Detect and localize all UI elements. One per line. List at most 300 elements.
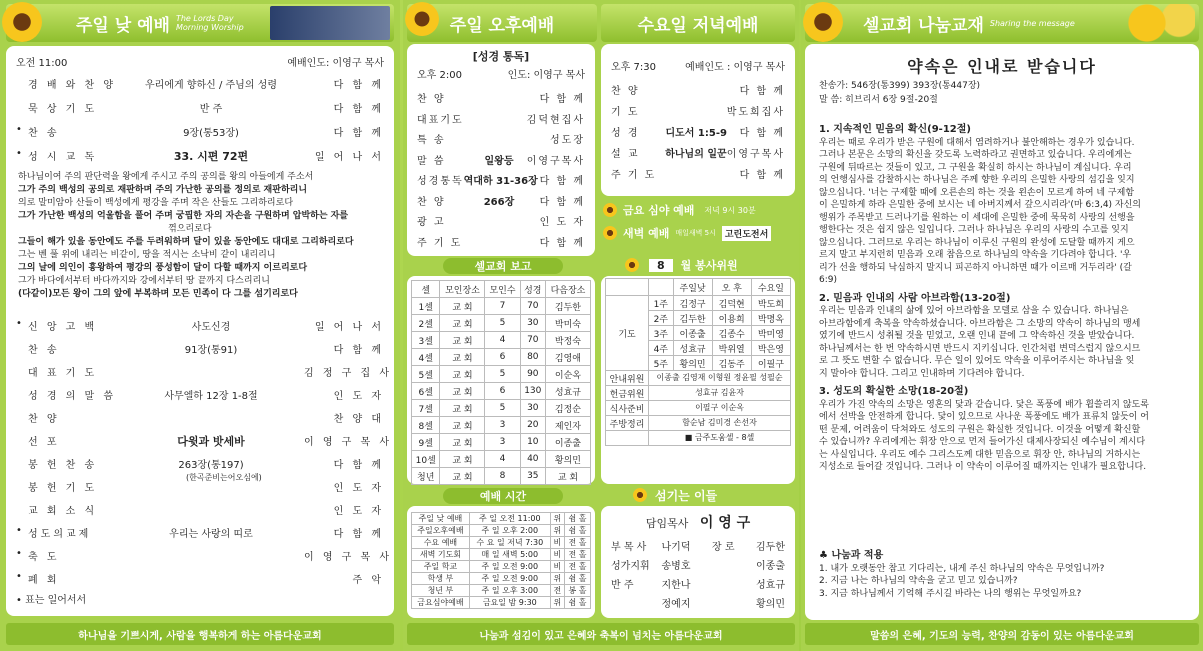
table-cell: 이종출 — [673, 326, 712, 341]
table-cell: 5주 — [649, 356, 673, 371]
order-bullet — [16, 410, 28, 425]
table-row — [606, 296, 791, 311]
sunflower-icon — [603, 203, 617, 217]
table-cell: 박미영 — [751, 326, 790, 341]
order-detail — [118, 364, 304, 379]
table-cell: 6 — [485, 383, 520, 400]
table-row — [412, 585, 591, 597]
order-detail — [477, 131, 521, 146]
cell-col-header: 성경 — [520, 281, 545, 298]
table-row — [412, 315, 591, 332]
table-cell: 전 홀 — [565, 561, 591, 573]
table-cell: 김종수 — [712, 326, 751, 341]
sunflower-icon — [803, 2, 843, 42]
table-cell: 성효규 — [673, 341, 712, 356]
table-cell: 6셀 — [412, 383, 440, 400]
order-row — [611, 103, 785, 118]
order-performer: 인 도 자 — [333, 483, 384, 494]
order-bullet — [16, 364, 28, 379]
table-cell: 봉 홀 — [565, 585, 591, 597]
wednesday-panel — [601, 44, 795, 196]
table-cell: 교 회 — [440, 349, 485, 366]
table-row — [606, 371, 791, 386]
section-title: 2. 믿음과 인내의 사람 아브라함(13-20절) — [819, 292, 1011, 304]
order-label: 축 도 — [28, 552, 60, 563]
table-cell: 헌금위원 — [606, 386, 649, 401]
cell-col-header: 모인장소 — [440, 281, 485, 298]
table-cell: 기도 — [606, 296, 649, 371]
order-label: 말 씀 — [417, 155, 446, 167]
table-cell: 4 — [485, 451, 520, 468]
morning-time: 오전 11:00 — [16, 58, 68, 69]
table-cell: 청년 부 — [412, 585, 470, 597]
table-row — [412, 513, 591, 525]
table-cell: 5셀 — [412, 366, 440, 383]
order-label: 성도의교제 — [28, 529, 92, 540]
table-row — [606, 431, 791, 446]
order-label: 대표기도 — [417, 114, 464, 126]
offering-hymn-note: (한곡준비는어오심에) — [186, 473, 262, 482]
order-bullet — [16, 433, 28, 449]
table-cell: 30 — [520, 315, 545, 332]
table-cell: 40 — [520, 451, 545, 468]
order-label: 찬 양 — [417, 196, 446, 208]
dawn-leader: 고린도전서 — [722, 226, 771, 241]
order-detail — [477, 90, 521, 105]
afternoon-footer: 나눔과 섬김이 있고 은혜와 축복이 넘치는 아름다운교회 — [407, 623, 795, 645]
pastor-label: 담임목사 — [645, 517, 689, 530]
order-performer: 다 함 께 — [333, 104, 384, 115]
afternoon-panel — [407, 44, 595, 256]
cell-study-title-en: Sharing the message — [989, 18, 1075, 28]
table-cell: 이종출 김영재 이형원 정윤필 성필순 — [649, 371, 791, 386]
table-cell — [606, 431, 649, 446]
table-cell: 전 홀 — [565, 537, 591, 549]
order-row — [16, 571, 384, 586]
friday-detail: 저녁 9시 30분 — [704, 205, 756, 215]
sunflower-icon — [625, 258, 639, 272]
order-detail — [671, 103, 721, 118]
table-cell: 4 — [485, 332, 520, 349]
table-cell: 함순남 김미경 손선자 — [649, 416, 791, 431]
table-row — [412, 525, 591, 537]
dawn-row — [603, 224, 795, 242]
cell-table-header-row — [412, 281, 591, 298]
servers-header — [633, 486, 717, 504]
morning-time-row — [16, 54, 384, 69]
staff-row — [611, 538, 785, 553]
table-cell: 교 회 — [440, 417, 485, 434]
order-performer: 다 함 께 — [739, 170, 785, 181]
table-cell: 이필구 이순옥 — [649, 401, 791, 416]
table-cell: 90 — [520, 366, 545, 383]
table-cell: 위 — [550, 513, 564, 525]
table-cell: 전 홀 — [565, 549, 591, 561]
staff-row — [611, 557, 785, 572]
table-cell: 1셀 — [412, 298, 440, 315]
table-cell: 학생 부 — [412, 573, 470, 585]
table-row — [412, 468, 591, 485]
order-row — [417, 213, 585, 228]
order-detail: 우리에게 향하신 / 주님의 성령 — [144, 80, 277, 91]
order-bullet — [16, 479, 28, 494]
table-cell: 위 — [550, 573, 564, 585]
staff-cell: 김두한 — [756, 542, 785, 553]
table-cell: 안내위원 — [606, 371, 649, 386]
duty-panel — [601, 276, 795, 484]
order-performer: 다 함 께 — [539, 176, 585, 187]
order-detail: 우리는 사랑의 띠로 — [169, 529, 253, 540]
section-title: 1. 지속적인 믿음의 확신(9-12절) — [819, 124, 971, 135]
afternoon-header — [407, 4, 597, 42]
order-performer: 다 함 께 — [333, 529, 384, 540]
order-detail: 하나님의 일꾼 — [665, 149, 727, 160]
table-cell: 6 — [485, 349, 520, 366]
friday-label: 금요 심야 예배 — [623, 204, 695, 217]
cell-table-body — [412, 298, 591, 485]
application-item: 2. 지금 나는 하나님의 약속을 굳고 믿고 있습니까? — [819, 576, 1018, 586]
order-row — [16, 341, 384, 356]
application-title: ♣ 나눔과 적용 — [819, 550, 884, 561]
morning-footer: 하나님을 기쁘시게, 사람을 행복하게 하는 아름다운교회 — [6, 623, 394, 645]
table-cell: 쉼 홀 — [565, 573, 591, 585]
service-times-header: 예배 시간 — [443, 488, 563, 504]
order-detail: 33. 시편 72편 — [173, 150, 249, 163]
table-cell: 3셀 — [412, 332, 440, 349]
sunflower-icon — [405, 2, 439, 36]
servers-panel — [601, 506, 795, 618]
wednesday-leader: 예배인도 : 이영구 목사 — [685, 62, 785, 73]
table-cell: 박정숙 — [545, 332, 590, 349]
staff-row — [611, 595, 785, 610]
table-cell: 위 — [550, 597, 564, 609]
table-cell: 주 일 오전 9:00 — [469, 561, 550, 573]
reading-line: 그가 가난한 백성의 억울함을 풀어 주며 궁핍한 자의 자손을 구원하며 압박하는 자를 — [18, 211, 349, 221]
table-cell: 이종출 — [545, 434, 590, 451]
duty-table — [605, 278, 791, 446]
order-label: 설 교 — [611, 149, 640, 160]
order-performer: 다 함 께 — [333, 460, 384, 471]
order-label: 주 기 도 — [611, 170, 657, 181]
reading-line: 그가 바다에서부터 바다까지와 강에서부터 땅 끝까지 다스리리니 — [18, 276, 270, 286]
order-detail: 91장(통91) — [184, 345, 238, 356]
section-line: 아브라함에게 축복을 약속하셨습니다. 아브라함은 그 소망의 약속이 하나님의 맹세 — [819, 318, 1141, 329]
order-bullet — [16, 76, 28, 91]
order-detail — [671, 82, 721, 97]
table-row — [412, 332, 591, 349]
section-line: 행한다는 것은 쉽지 않은 일입니다. 그러나 하나님은 우리의 사랑의 수고를 잊지 — [819, 225, 1129, 235]
table-cell: 김영애 — [545, 349, 590, 366]
morning-order-panel — [6, 46, 394, 616]
order-row — [16, 502, 384, 517]
pastor-row — [601, 512, 795, 532]
table-cell: 전 — [550, 585, 564, 597]
cell-col-header: 셀 — [412, 281, 440, 298]
cell-col-header: 다음장소 — [545, 281, 590, 298]
order-performer: 이영구목사 — [726, 149, 785, 160]
order-detail: 일왕등 — [484, 155, 514, 167]
section-line: 에서 선박을 안전하게 합니다. 닻이 있으므로 사나운 폭풍에도 배가 표류치 않듯이 어 — [819, 412, 1149, 422]
worship-photo — [270, 6, 390, 40]
table-row — [412, 298, 591, 315]
order-detail: 역대하 31-36장 — [463, 176, 538, 187]
table-cell: 황의민 — [545, 451, 590, 468]
table-cell: 20 — [520, 417, 545, 434]
order-row — [417, 234, 585, 249]
order-performer: 이영구목사 — [526, 155, 585, 167]
flower-decoration — [1115, 4, 1195, 42]
order-row — [417, 131, 585, 146]
order-bullet — [16, 456, 28, 471]
table-cell: 교 회 — [440, 468, 485, 485]
table-cell: 80 — [520, 349, 545, 366]
order-label: 성경통독 — [417, 176, 464, 187]
service-times-table — [411, 512, 591, 609]
order-detail: 263장(통197) — [178, 460, 244, 471]
table-cell: 쉼 홀 — [565, 597, 591, 609]
service-times-body — [412, 513, 591, 609]
order-detail: 사도신경 — [191, 322, 231, 333]
table-cell: 2셀 — [412, 315, 440, 332]
reading-line: 그들이 해가 있을 동안에도 주를 두려워하며 달이 있을 동안에도 대대로 그리하리로다 — [18, 237, 354, 247]
staff-cell: 이종출 — [756, 561, 785, 572]
order-label: 성 시 교 독 — [28, 152, 98, 163]
section-line: 우리가 가진 약속의 소망은 영혼의 닻과 같습니다. 닻은 폭풍에 배가 휩쓸리지 않도록 — [819, 399, 1149, 410]
order-performer: 다 함 께 — [333, 80, 384, 91]
section-line: 로 그 뜻도 변할 수 없습니다. 무슨 일이 있어도 약속을 이루어주시는 하나님을 잊 — [819, 356, 1135, 366]
order-row — [417, 111, 585, 126]
order-bullet — [16, 502, 28, 517]
order-row — [16, 548, 393, 563]
table-row — [412, 537, 591, 549]
table-cell: 주 일 오후 2:00 — [469, 525, 550, 537]
application-item: 3. 지금 하나님께서 기억해 주시길 바라는 나의 행위는 무엇일까요? — [819, 588, 1082, 599]
order-performer: 다 함 께 — [539, 94, 585, 105]
order-label: 특 송 — [417, 135, 446, 146]
order-bullet — [16, 341, 28, 356]
order-performer: 이 영 구 목 사 — [304, 552, 393, 563]
table-cell: 교 회 — [440, 451, 485, 468]
afternoon-time-row — [417, 66, 585, 81]
service-times-panel — [407, 506, 595, 618]
table-cell: 10 — [520, 434, 545, 451]
order-label: 찬 양 — [417, 94, 446, 105]
cell-study-header — [805, 4, 1199, 42]
table-cell: 쉼 홀 — [565, 525, 591, 537]
duty-col-header: 주일낮 — [673, 279, 712, 296]
table-cell: 주 일 오전 11:00 — [469, 513, 550, 525]
cell-study-footer: 말씀의 은혜, 기도의 능력, 찬양의 감동이 있는 아름다운교회 — [805, 623, 1199, 645]
table-cell: 5 — [485, 315, 520, 332]
table-cell: 30 — [520, 400, 545, 417]
table-cell: 2주 — [649, 311, 673, 326]
reading-line: 그의 날에 의인이 흥왕하여 평강의 풍성함이 달이 다할 때까지 이르리로다 — [18, 263, 308, 273]
order-performer: 박도희집사 — [726, 107, 785, 118]
table-cell: 3 — [485, 417, 520, 434]
order-bullet: • — [16, 148, 22, 159]
order-performer: 다 함 께 — [539, 237, 585, 249]
section-line: 지성소로 들어갈 것입니다. 그러나 이 약속이 이루어질 때까지는 인내가 필요합니다. — [819, 462, 1147, 472]
order-detail: 9장(통53장) — [183, 128, 239, 139]
table-cell: 주일오후예배 — [412, 525, 470, 537]
order-label: 성 경 — [611, 128, 640, 139]
sunflower-icon — [633, 488, 647, 502]
order-performer: 찬 양 대 — [333, 414, 384, 425]
order-performer: 일 어 나 서 — [314, 152, 384, 163]
section-line: 우리는 때로 우리가 받은 구원에 대해서 염려하거나 불안해하는 경우가 있습니다. — [819, 137, 1135, 148]
table-row — [412, 549, 591, 561]
duty-header — [625, 256, 738, 274]
order-bullet: • — [16, 124, 22, 135]
order-detail: 반 주 — [199, 104, 223, 115]
standing-note: • 표는 일어서서 — [16, 595, 87, 606]
table-row — [412, 597, 591, 609]
table-cell: 8 — [485, 468, 520, 485]
order-detail: 다윗과 밧세바 — [177, 435, 245, 448]
section-line: 는 사실입니다. 우리도 예수 그리스도께 대한 믿음으로 휘장 안, 하나님의 거하시는 — [819, 449, 1141, 460]
duty-col-header — [649, 279, 673, 296]
order-label: 묵 상 기 도 — [28, 104, 98, 115]
cell-report-header: 셀교회 보고 — [443, 258, 563, 274]
cell-report-table — [411, 280, 591, 485]
table-cell: 수요 예배 — [412, 537, 470, 549]
section-line: 수 있습니까? 우리에게는 휘장 안으로 먼저 들어가신 대제사장되신 예수님이 계시다 — [819, 437, 1146, 447]
order-detail — [118, 571, 304, 586]
staff-cell — [611, 595, 662, 610]
table-row — [606, 401, 791, 416]
wednesday-title: 수요일 저녁예배 — [637, 15, 759, 36]
study-sections — [819, 118, 1187, 474]
table-cell: 박명옥 — [751, 311, 790, 326]
table-cell: 제인자 — [545, 417, 590, 434]
afternoon-leader: 인도: 이영구 목사 — [507, 70, 585, 81]
table-cell: 비 — [550, 537, 564, 549]
order-row — [16, 456, 384, 471]
order-label: 주 기 도 — [417, 237, 463, 249]
morning-title-en: The Lords Day Morning Worship — [175, 14, 244, 32]
staff-cell: 성가지휘 — [611, 561, 650, 572]
section-line: 리가 선을 행하되 낙심하지 말지니 피곤하지 아니하면 때가 이르매 거두리라' (갈 — [819, 262, 1132, 273]
dawn-label: 새벽 예배 — [623, 227, 670, 240]
section-line: 의 언행심사를 감찰하시는 하나님은 주께 향한 우리의 은밀한 사랑의 섬김을 잊지 — [819, 175, 1135, 185]
table-cell: 70 — [520, 298, 545, 315]
cell-study-title: 셀교회 나눔교재 — [863, 15, 984, 36]
table-row — [606, 386, 791, 401]
staff-cell — [712, 576, 744, 591]
table-cell: 5 — [485, 400, 520, 417]
staff-cell: 부 목 사 — [611, 542, 647, 553]
order-performer: 성도장 — [550, 135, 585, 146]
order-bullet: • — [16, 571, 22, 582]
order-performer: 김 정 구 집 사 — [304, 368, 393, 379]
reading-line: (다같이)모든 왕이 그의 앞에 부복하며 모든 민족이 다 그를 섬기리로다 — [18, 289, 298, 299]
order-label: 봉 헌 찬 송 — [28, 460, 98, 471]
reading-line: 그는 벤 풀 위에 내리는 비같이, 땅을 적시는 소낙비 같이 내리리니 — [18, 250, 276, 260]
order-detail — [477, 234, 521, 249]
table-cell: 교 회 — [440, 366, 485, 383]
staff-cell: 반 주 — [611, 580, 634, 591]
order-detail — [477, 213, 521, 228]
order-label: 찬 양 — [611, 86, 640, 97]
afternoon-title: 주일 오후예배 — [449, 15, 555, 36]
order-label: 성 경 의 말 씀 — [28, 391, 117, 402]
order-performer: 인 도 자 — [333, 506, 384, 517]
table-row — [412, 561, 591, 573]
staff-row — [611, 576, 785, 591]
sunflower-icon — [603, 226, 617, 240]
order-row — [417, 193, 585, 208]
table-cell: ■ 금주도움셀 - 8셀 — [649, 431, 791, 446]
order-label: 찬 양 — [28, 414, 60, 425]
order-label: 선 포 — [28, 437, 60, 448]
staff-cell: 송병호 — [661, 561, 691, 572]
staff-cell — [712, 595, 744, 610]
table-cell: 수 요 일 저녁 7:30 — [469, 537, 550, 549]
order-bullet — [16, 387, 28, 402]
order-detail — [118, 502, 304, 517]
duty-col-header: 오 후 — [712, 279, 751, 296]
table-cell: 쉼 홀 — [565, 513, 591, 525]
order-label: 찬 송 — [28, 345, 60, 356]
staff-cell: 장 로 — [712, 542, 735, 553]
table-cell: 새벽 기도회 — [412, 549, 470, 561]
staff-cell — [712, 557, 744, 572]
order-row — [16, 148, 384, 164]
section-line: 지 말아야 합니다. 그리고 인내하며 기다려야 합니다. — [819, 368, 1025, 379]
cell-report-panel — [407, 276, 595, 484]
table-cell: 비 — [550, 549, 564, 561]
sunflower-icon — [2, 2, 42, 42]
table-cell: 황의민 — [673, 356, 712, 371]
order-performer: 다 함 께 — [739, 128, 785, 139]
dawn-detail: 매일새벽 5시 — [675, 229, 716, 237]
order-label: 경 배 와 찬 양 — [28, 80, 117, 91]
order-row — [417, 90, 585, 105]
table-cell: 이순옥 — [545, 366, 590, 383]
order-performer: 다 함 께 — [333, 345, 384, 356]
order-performer: 김덕현집사 — [526, 114, 585, 126]
servers-title: 섬기는 이들 — [655, 488, 718, 503]
table-cell: 교 회 — [440, 315, 485, 332]
reading-line: 그가 주의 백성의 공의로 재판하며 주의 가난한 공의를 정의로 재판하리니 — [18, 185, 308, 195]
duty-table-body — [606, 296, 791, 446]
order-detail: 디도서 1:5-9 — [665, 128, 727, 139]
table-cell: 식사준비 — [606, 401, 649, 416]
order-row — [16, 76, 384, 91]
section-line: 르지 말고 부지런히 믿음과 오래 참음으로 하나님의 약속을 기다려야 합니다. '우 — [819, 250, 1132, 260]
duty-col-header — [606, 279, 649, 296]
table-cell: 위 — [550, 525, 564, 537]
table-cell: 주방정리 — [606, 416, 649, 431]
order-row — [16, 410, 384, 425]
wednesday-time-row — [611, 58, 785, 73]
table-cell: 5 — [485, 366, 520, 383]
order-row — [16, 433, 393, 449]
table-cell: 교 회 — [545, 468, 590, 485]
staff-cell: 정예지 — [661, 599, 691, 610]
table-cell: 김정순 — [545, 400, 590, 417]
application-item: 1. 내가 오랫동안 참고 기다리는, 내게 주신 하나님의 약속은 무엇입니까? — [819, 563, 1105, 574]
table-cell: 비 — [550, 561, 564, 573]
responsive-reading — [18, 171, 382, 301]
table-cell: 매 일 새벽 5:00 — [469, 549, 550, 561]
order-row — [611, 166, 785, 181]
order-performer: 인 도 자 — [333, 391, 384, 402]
table-cell: 교 회 — [440, 332, 485, 349]
order-detail: 사무엘하 12장 1-8절 — [164, 391, 258, 402]
table-cell: 김덕현 — [712, 296, 751, 311]
table-cell: 4주 — [649, 341, 673, 356]
